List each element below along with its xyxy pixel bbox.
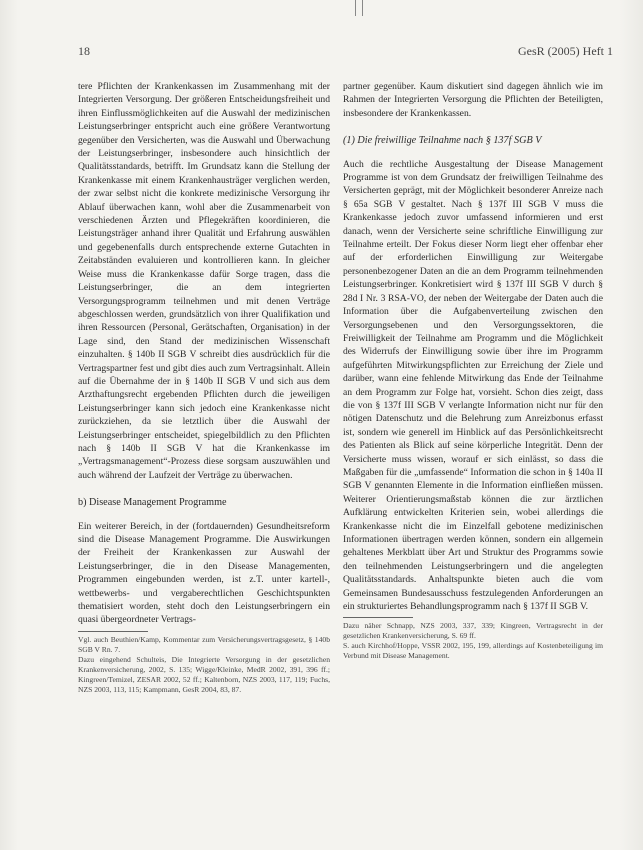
right-paragraph-2: Auch die rechtliche Ausgestaltung der Disease Management Programme ist von dem Grundsatz der freiwilligen Teilnahme des Versicherten geprägt, mit der Möglichkeit besonderer Anreize nach § 65a SGB V gestaltet. Nach § 137f III SGB V muss die Krankenkasse jedoch zuvor umfassend informieren und erst danach, wenn der Versicherte seine schriftliche Einwilligung zur Teilnahme erteilt. Der Fokus dieser Norm liegt eher offenbar eher auf der erforderlichen Einwilligung zur Weitergabe personenbezogener Daten an die an dem Programm teilnehmenden Leistungserbringer. Konkretisiert wird § 137f III SGB V durch § 28d I Nr. 3 RSA-VO, der neben der Weitergabe der Daten auch die Information über die Aufgabenverteilung zwischen den Versorgungsebenen und den Versorgungssektoren, die Freiwilligkeit der Teilnahme am Programm und die Möglichkeit des Widerrufs der Einwilligung sowie über ihre im Programm aufgeführten Mitwirkungspflichten zur Erreichung der Ziele und darüber, wann eine fehlende Mitwirkung das Ende der Teilnahme an dem Programm zur Folge hat, vorsieht. Schon dies zeigt, dass die von § 137f III SGB V verlangte Information nicht nur für den nötigen Datenschutz und die Belehrung zum Anreizbonus erfasst ist, sondern wie generell im Hinblick auf das Persönlichkeitsrecht des Patienten als Blick auf seine körperliche Integrität. Denn der Versicherte muss wissen, worauf er sich einlässt, so dass die Maßgaben für die „umfassende“ Information die schon in § 140a II SGB V genannten Elemente in die Information einfließen müssen. Weiterer Orientierungsmaßstab können die zur ärztlichen Aufklärung entwickelten Kriterien sein, wobei allerdings die Krankenkasse nicht die im Einzelfall gebotene medizinischen Informationen übertragen werden können, sondern ein allgemein gehaltenes Merkblatt über Art und Struktur des Programms sowie den teilnehmenden Leistungserbringern und die angelegten Qualitätsstandards. Anhaltspunkte bieten auch die vom Gemeinsamen Bundesausschuss festzulegenden Anforderungen an ein strukturiertes Behandlungsprogramm nach § 137f II SGB V.	[343, 158, 603, 613]
section-heading-voluntary-participation: (1) Die freiwillige Teilnahme nach § 137f SGB V	[343, 135, 542, 147]
footnote-rule	[78, 631, 148, 632]
section-heading-disease-management: b) Disease Management Programme	[78, 497, 227, 509]
binding-mark	[355, 0, 363, 16]
left-paragraph-1: tere Pflichten der Krankenkassen im Zusammenhang mit der Integrierten Versorgung. Der größeren Entscheidungsfreiheit und ihren Einflussmöglichkeiten auf die Auswahl der medizinischen Leistungserbringer entspricht auch eine größere Verantwortung gegenüber den Versicherten, was die Auswahl und Überwachung der Leistungserbringer, insbesondere auch hinsichtlich der Qualitätsstandards, betrifft. Im Grundsatz kann die Stellung der Krankenkasse mit einem Krankenhausträger verglichen werden, der zwar selbst nicht die konkrete medizinische Versorgung ihr Ablauf überwachen kann, wohl aber die Zusammenarbeit von verschiedenen Ärzten und Pflegekräften koordinieren, die Leistungsträger anhand ihrer Qualität und Erfahrung auswählen und gegebenenfalls durch entsprechende externe Gutachten in Zeitabständen evaluieren und kontrollieren kann. In gleicher Weise muss die Krankenkasse dafür Sorge tragen, dass die Leistungserbringer, die an dem integrierten Versorgungsprogramm teilnehmen und mit denen Verträge abgeschlossen werden, grundsätzlich von ihrer Qualifikation und ihren Ressourcen (Personal, Gerätschaften, Organisation) in der Lage sind, den Stand der medizinischen Wissenschaft einzuhalten. § 140b II SGB V schreibt dies ausdrücklich für die Vertragspartner fest und gibt dies auch zum Vertragsinhalt. Allein auf die Übernahme der in § 140b II SGB V und sich aus dem Arzthaftungsrecht ergebenden Pflichten durch die jeweiligen Leistungserbringer kann sich jedoch eine Krankenkasse nicht zurückziehen, da sie letztlich über die Auswahl der Leistungserbringer entscheidet, spiegelbildlich zu den Pflichten nach § 140b II SGB V hat die Krankenkasse im „Vertragsmanagement“-Prozess diese sorgsam auszuwählen und auch während der Laufzeit der Verträge zu überwachen.	[78, 81, 330, 481]
footnote: Vgl. auch Beuthien/Kamp, Kommentar zum Versicherungsvertragsgesetz, § 140b SGB V Rn. 7.	[78, 634, 330, 654]
page-header	[78, 44, 613, 59]
right-footnotes	[343, 621, 603, 661]
footnote: S. auch Kirchhof/Hoppe, VSSR 2002, 195, 199, allerdings auf Kostenbeteiligung im Verbund mit Disease Management.	[343, 641, 603, 661]
journal-reference: GesR (2005) Heft 1	[518, 44, 613, 58]
footnote-rule	[343, 617, 413, 618]
right-column	[343, 80, 603, 661]
right-paragraph-1: partner gegenüber. Kaum diskutiert sind dagegen ähnlich wie im Rahmen der Integrierten Versorgung die Pflichten der Beteiligten, insbesondere der Krankenkassen.	[343, 81, 603, 119]
left-footnotes	[78, 635, 330, 695]
page-number: 18	[78, 44, 90, 58]
footnote: Dazu eingehend Schulteis, Die Integrierte Versorgung in der gesetzlichen Krankenversicherung, 2002, S. 135; Wigge/Kleinke, MedR 2002, 391, 396 ff.; Kingreen/Temizel, ZESAR 2002, 52 ff.; Kaltenborn, NZS 2003, 117, 119; Fuchs, NZS 2003, 113, 115; Kampmann, GesR 2004, 83, 87.	[78, 654, 330, 694]
left-column	[78, 80, 330, 695]
footnote: Dazu näher Schnapp, NZS 2003, 337, 339; Kingreen, Vertragsrecht in der gesetzlichen Krankenversicherung, S. 69 ff.	[343, 621, 603, 641]
left-paragraph-2: Ein weiterer Bereich, in der (fortdauernden) Gesundheitsreform sind die Disease Management Programme. Die Auswirkungen der Freiheit der Krankenkassen zur Auswahl der Leistungserbringer, die in den Disease Managementen, Programmen eingebunden werden, ist z.T. unter kartell-, wettbewerbs- und vergaberechtlichen Geschichtspunkten thematisiert worden, steht doch den Leistungserbringern ein quasi übergeordneter Vertrags-	[78, 520, 330, 626]
